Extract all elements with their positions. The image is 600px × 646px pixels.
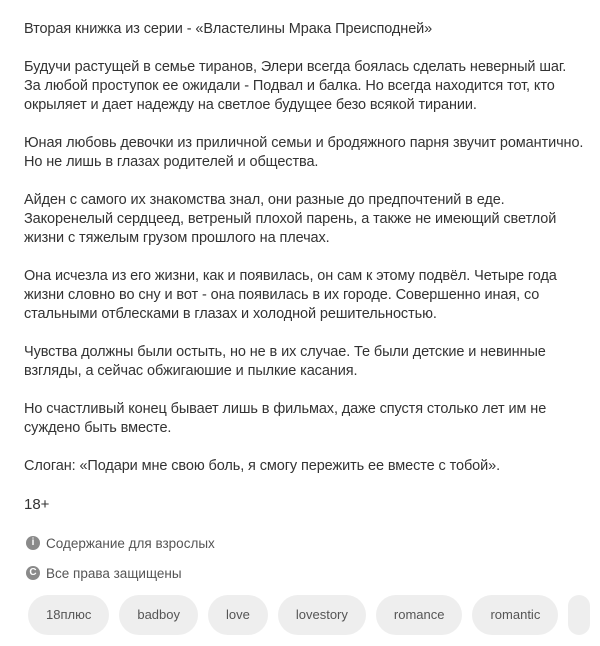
tag-chip[interactable]: lovestory	[278, 595, 366, 635]
age-rating: 18+	[24, 496, 50, 513]
copyright-notice	[26, 563, 584, 583]
tag-chip[interactable]: romantic	[472, 595, 558, 635]
tag-chip-partial[interactable]	[568, 595, 590, 635]
description-paragraph: Но счастливый конец бывает лишь в фильмах, даже спустя столько лет им не суждено быть вместе.	[24, 401, 547, 436]
adult-content-notice	[26, 533, 584, 553]
info-icon: i	[26, 536, 40, 550]
description-paragraph: Юная любовь девочки из приличной семьи и бродяжного парня звучит романтично. Но не лишь в глазах родителей и общества.	[24, 135, 584, 170]
slogan: Слоган: «Подари мне свою боль, я смогу пережить ее вместе с тобой».	[24, 458, 501, 474]
tag-list	[28, 595, 590, 635]
tag-chip[interactable]: badboy	[119, 595, 198, 635]
copyright-label: Все права защищены	[46, 565, 182, 581]
tag-chip[interactable]: love	[208, 595, 268, 635]
adult-content-label: Содержание для взрослых	[46, 535, 215, 551]
description-paragraph: Айден с самого их знакомства знал, они разные до предпочтений в еде. Закоренелый сердцеед, ветреный плохой парень, а также не имеющий светлой жизни с тяжелым грузом прошлого на плечах.	[24, 192, 557, 246]
description-paragraph: Чувства должны были остыть, но не в их случае. Те были детские и невинные взгляды, а сейчас обжигаюшие и пылкие касания.	[24, 344, 546, 379]
description-paragraph: Она исчезла из его жизни, как и появилась, он сам к этому подвёл. Четыре года жизни словно во сну и вот - она появилась в их городе. Совершенно иная, со стальными отблесками в глазах и холодной решительностью.	[24, 268, 557, 322]
tag-chip[interactable]: 18плюс	[28, 595, 109, 635]
book-description	[24, 20, 584, 593]
copyright-icon: C	[26, 566, 40, 580]
description-paragraph: Будучи растущей в семье тиранов, Элери всегда боялась сделать неверный шаг. За любой проступок ее ожидали - Подвал и балка. Но всегда находится тот, кто окрыляет и дает надежду на светлое будущее безо всякой тирании.	[24, 59, 567, 113]
tag-chip[interactable]: romance	[376, 595, 463, 635]
series-line: Вторая книжка из серии - «Властелины Мрака Преисподней»	[24, 21, 433, 37]
